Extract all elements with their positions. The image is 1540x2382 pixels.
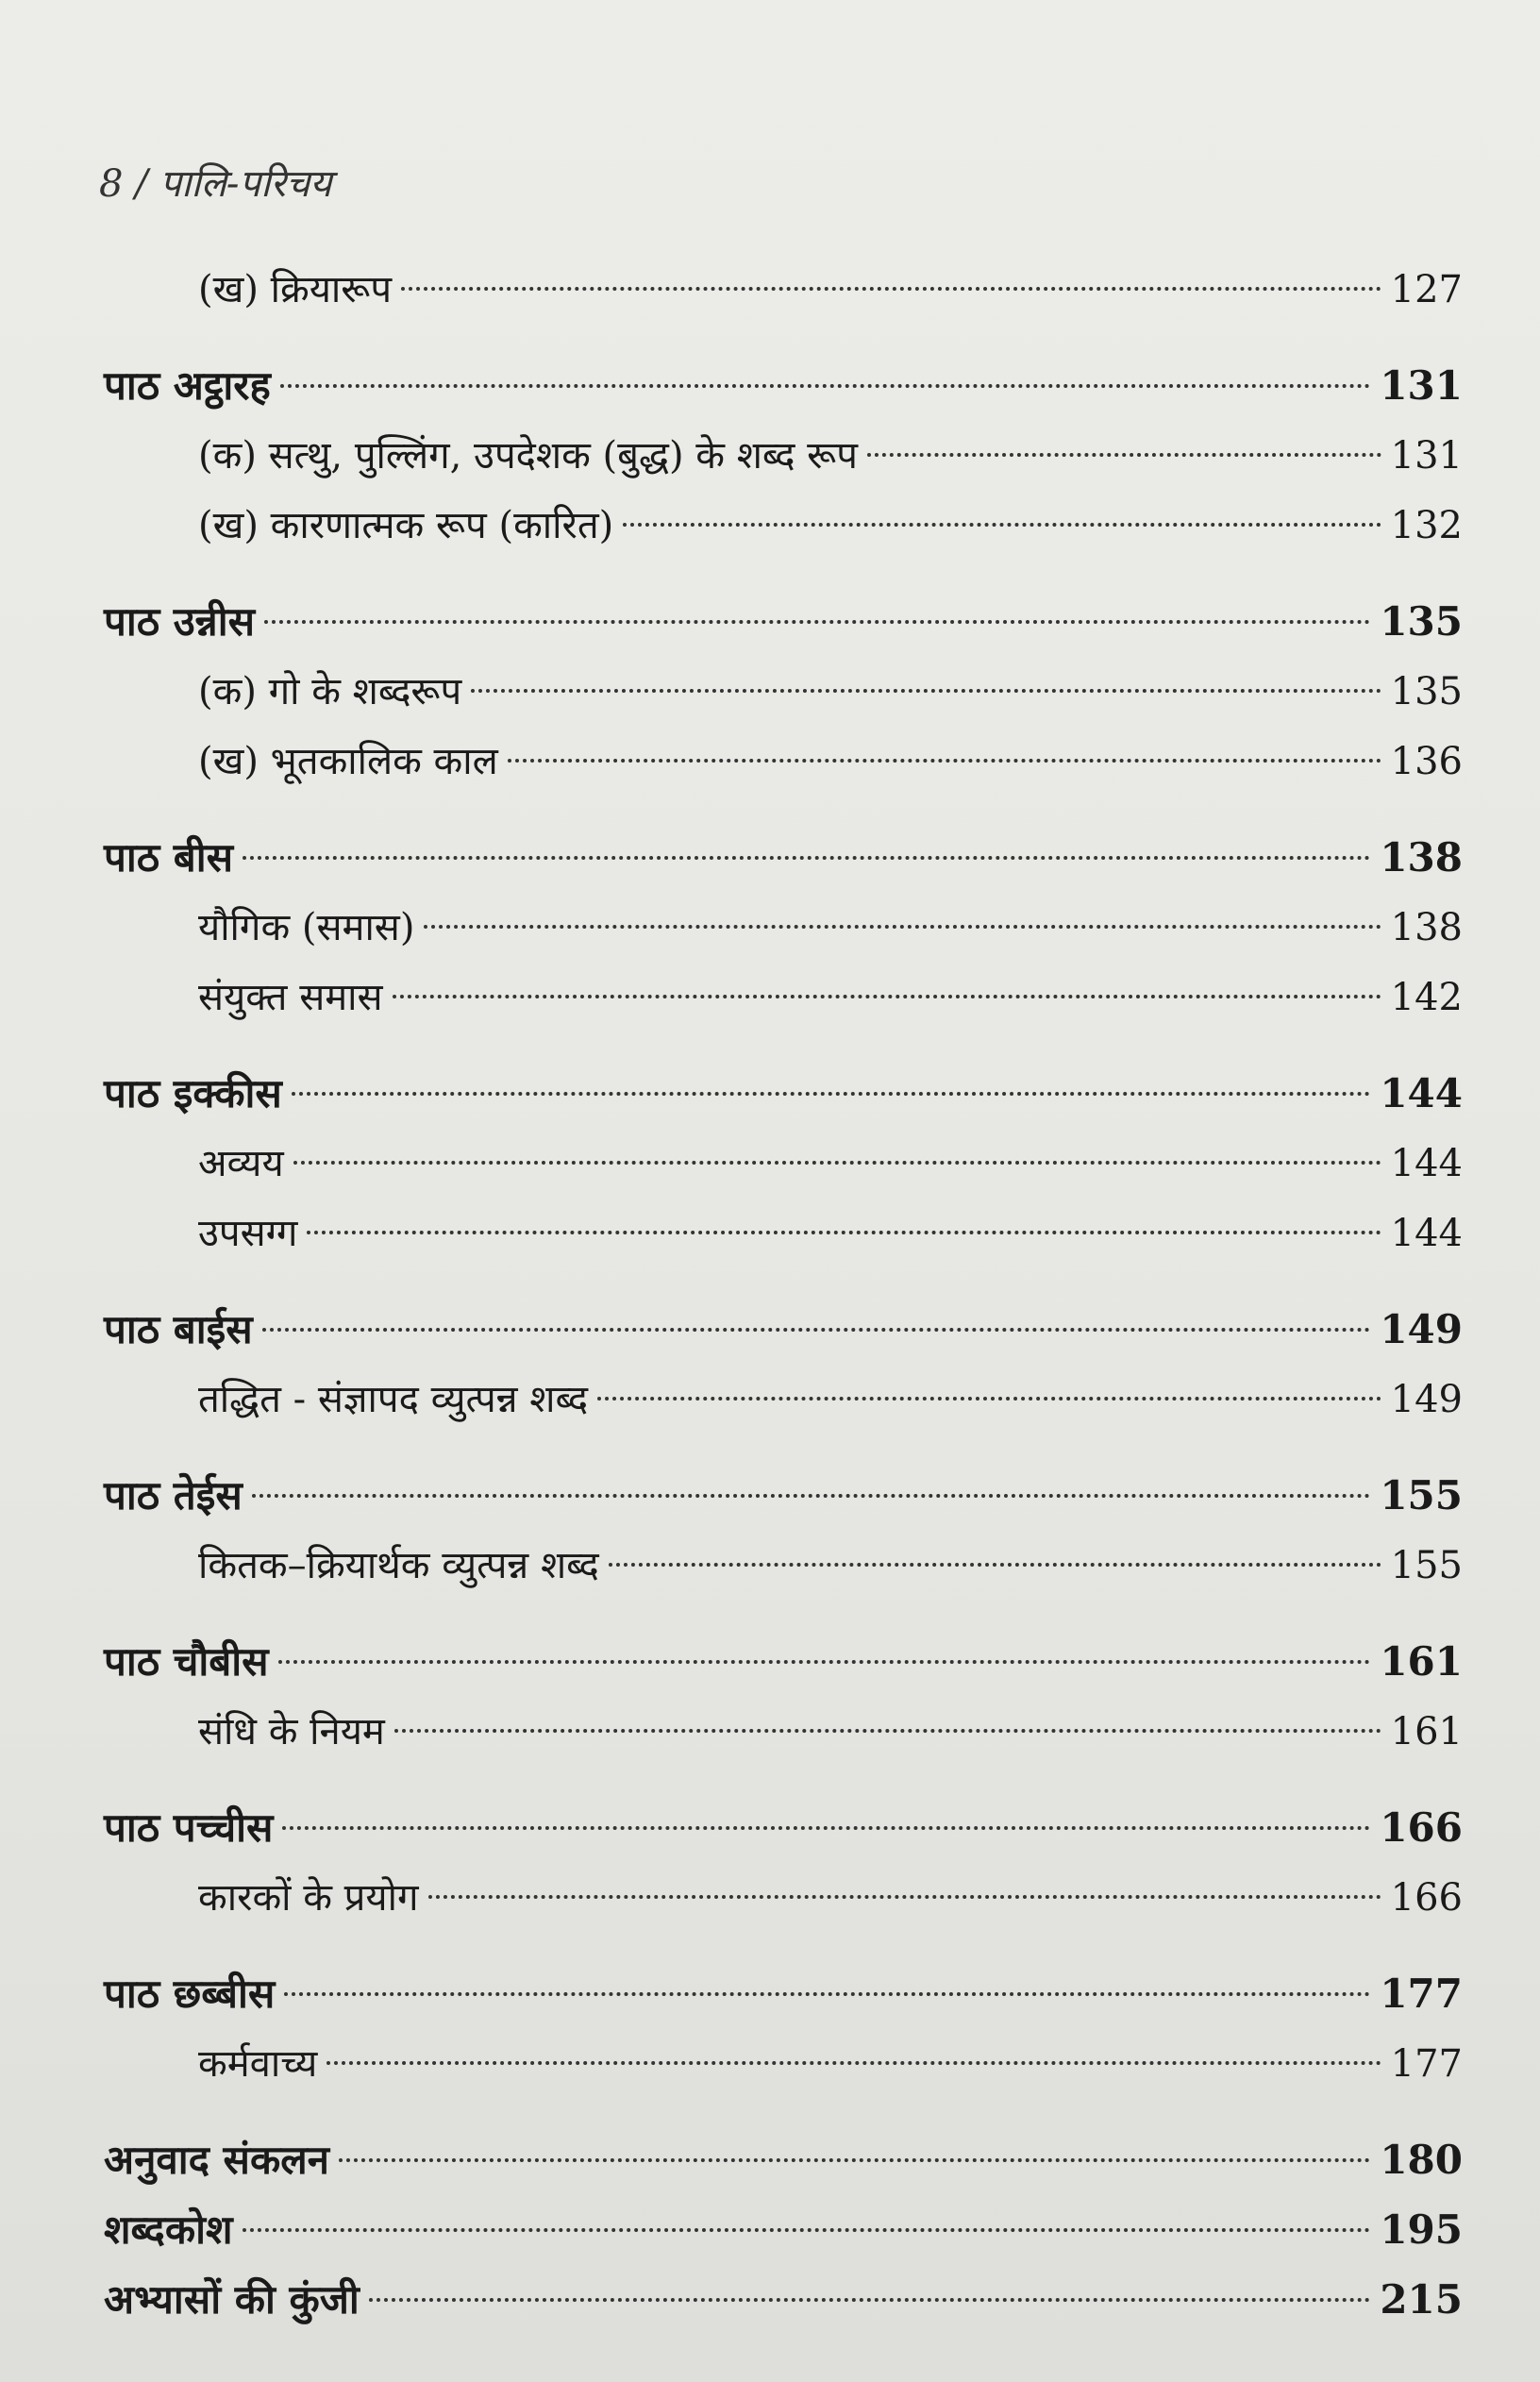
dot-leader bbox=[282, 1826, 1370, 1830]
toc-entry-title: (ख) क्रियारूप bbox=[198, 268, 393, 311]
toc-subentry bbox=[104, 893, 1463, 963]
toc-entry-title: उपसग्ग bbox=[198, 1212, 298, 1255]
toc-entry-title: अभ्यासों की कुंजी bbox=[104, 2276, 360, 2323]
dot-leader bbox=[243, 856, 1370, 860]
dot-leader bbox=[280, 384, 1371, 388]
toc-entry-title: पाठ छब्बीस bbox=[104, 1971, 276, 2017]
toc-chapter-entry bbox=[104, 2195, 1463, 2265]
toc-page-number: 135 bbox=[1390, 670, 1463, 713]
toc-chapter-entry bbox=[104, 1627, 1463, 1697]
toc-page-number: 131 bbox=[1390, 434, 1463, 478]
toc-page-number: 149 bbox=[1380, 1306, 1463, 1352]
dot-leader bbox=[264, 620, 1370, 624]
toc-page-number: 177 bbox=[1380, 1971, 1463, 2017]
toc-group bbox=[104, 1295, 1463, 1434]
toc-subentry bbox=[104, 491, 1463, 561]
toc-page-number: 155 bbox=[1390, 1544, 1463, 1587]
toc-subentry bbox=[104, 727, 1463, 797]
dot-leader bbox=[508, 759, 1381, 763]
toc-entry-title: पाठ इक्कीस bbox=[104, 1070, 282, 1116]
toc-page-number: 144 bbox=[1380, 1070, 1463, 1116]
toc-chapter-entry bbox=[104, 1461, 1463, 1531]
toc-group bbox=[104, 1959, 1463, 2099]
toc-entry-title: कारकों के प्रयोग bbox=[198, 1876, 419, 1920]
dot-leader bbox=[326, 2061, 1381, 2065]
dot-leader bbox=[307, 1231, 1381, 1234]
dot-leader bbox=[278, 1660, 1371, 1664]
toc-entry-title: (ख) कारणात्मक रूप (कारित) bbox=[198, 504, 614, 547]
toc-chapter-entry bbox=[104, 351, 1463, 421]
dot-leader bbox=[609, 1563, 1381, 1567]
toc-entry-title: (क) सत्थु, पुल्लिंग, उपदेशक (बुद्ध) के शब्द रूप bbox=[198, 434, 858, 478]
toc-page-number: 132 bbox=[1390, 504, 1463, 547]
toc-entry-title: पाठ अट्ठारह bbox=[104, 362, 271, 409]
toc-page-number: 177 bbox=[1390, 2042, 1463, 2086]
toc-group bbox=[104, 823, 1463, 1032]
toc-chapter-entry bbox=[104, 1793, 1463, 1863]
toc-entry-title: पाठ उन्नीस bbox=[104, 598, 255, 645]
toc-entry-title: (क) गो के शब्दरूप bbox=[198, 670, 462, 713]
toc-chapter-entry bbox=[104, 1059, 1463, 1129]
toc-entry-title: यौगिक (समास) bbox=[198, 906, 415, 949]
toc-chapter-entry bbox=[104, 2125, 1463, 2195]
toc-page-number: 166 bbox=[1390, 1876, 1463, 1920]
toc-page-number: 131 bbox=[1380, 362, 1463, 409]
toc-entry-title: संधि के नियम bbox=[198, 1710, 385, 1753]
table-of-contents bbox=[104, 255, 1463, 2361]
toc-subentry bbox=[104, 657, 1463, 727]
dot-leader bbox=[369, 2298, 1371, 2302]
toc-subentry bbox=[104, 1863, 1463, 1933]
toc-entry-title: अव्यय bbox=[198, 1142, 284, 1185]
dot-leader bbox=[424, 925, 1381, 929]
toc-entry-title: (ख) भूतकालिक काल bbox=[198, 740, 498, 783]
toc-page-number: 180 bbox=[1380, 2137, 1463, 2183]
toc-group bbox=[104, 255, 1463, 325]
dot-leader bbox=[293, 1161, 1381, 1165]
toc-page-number: 144 bbox=[1390, 1142, 1463, 1185]
toc-subentry bbox=[104, 963, 1463, 1032]
toc-page-number: 155 bbox=[1380, 1472, 1463, 1518]
dot-leader bbox=[471, 689, 1381, 693]
toc-group bbox=[104, 1627, 1463, 1767]
toc-page-number: 149 bbox=[1390, 1378, 1463, 1421]
toc-entry-title: पाठ बाईस bbox=[104, 1306, 253, 1352]
toc-subentry bbox=[104, 1129, 1463, 1199]
toc-group bbox=[104, 2125, 1463, 2335]
toc-subentry bbox=[104, 1365, 1463, 1434]
toc-page-number: 136 bbox=[1390, 740, 1463, 783]
toc-group bbox=[104, 351, 1463, 561]
toc-chapter-entry bbox=[104, 2265, 1463, 2335]
toc-chapter-entry bbox=[104, 587, 1463, 657]
dot-leader bbox=[597, 1397, 1381, 1401]
dot-leader bbox=[243, 2228, 1371, 2232]
dot-leader bbox=[292, 1092, 1371, 1096]
toc-entry-title: पाठ तेईस bbox=[104, 1472, 243, 1518]
toc-page-number: 142 bbox=[1390, 976, 1463, 1019]
toc-chapter-entry bbox=[104, 1295, 1463, 1365]
toc-entry-title: तद्धित - संज्ञापद व्युत्पन्न शब्द bbox=[198, 1378, 589, 1421]
toc-page-number: 144 bbox=[1390, 1212, 1463, 1255]
toc-page-number: 127 bbox=[1390, 268, 1463, 311]
toc-subentry bbox=[104, 255, 1463, 325]
toc-entry-title: संयुक्त समास bbox=[198, 976, 383, 1019]
toc-page-number: 161 bbox=[1390, 1710, 1463, 1753]
dot-leader bbox=[401, 287, 1381, 291]
toc-group bbox=[104, 1461, 1463, 1601]
toc-group bbox=[104, 1059, 1463, 1268]
toc-page-number: 138 bbox=[1380, 834, 1463, 881]
toc-subentry bbox=[104, 2029, 1463, 2099]
toc-page-number: 161 bbox=[1380, 1638, 1463, 1685]
toc-entry-title: पाठ चौबीस bbox=[104, 1638, 269, 1685]
toc-entry-title: कितक–क्रियार्थक व्युत्पन्न शब्द bbox=[198, 1544, 599, 1587]
toc-page-number: 215 bbox=[1380, 2276, 1463, 2323]
dot-leader bbox=[252, 1494, 1371, 1498]
dot-leader bbox=[262, 1328, 1371, 1332]
toc-page-number: 135 bbox=[1380, 598, 1463, 645]
toc-page-number: 195 bbox=[1380, 2206, 1463, 2253]
toc-group bbox=[104, 1793, 1463, 1933]
toc-entry-title: पाठ पच्चीस bbox=[104, 1804, 274, 1851]
dot-leader bbox=[393, 995, 1381, 998]
toc-entry-title: अनुवाद संकलन bbox=[104, 2137, 329, 2183]
toc-group bbox=[104, 587, 1463, 797]
dot-leader bbox=[394, 1729, 1381, 1733]
toc-page-number: 138 bbox=[1390, 906, 1463, 949]
running-header: 8 / पालि-परिचय bbox=[99, 162, 332, 206]
toc-subentry bbox=[104, 1697, 1463, 1767]
toc-chapter-entry bbox=[104, 1959, 1463, 2029]
dot-leader bbox=[623, 523, 1381, 527]
toc-entry-title: पाठ बीस bbox=[104, 834, 234, 881]
toc-entry-title: कर्मवाच्य bbox=[198, 2042, 318, 2086]
toc-chapter-entry bbox=[104, 823, 1463, 893]
dot-leader bbox=[867, 453, 1381, 457]
dot-leader bbox=[339, 2158, 1370, 2162]
toc-subentry bbox=[104, 421, 1463, 491]
toc-subentry bbox=[104, 1531, 1463, 1601]
toc-page-number: 166 bbox=[1380, 1804, 1463, 1851]
toc-entry-title: शब्दकोश bbox=[104, 2206, 233, 2253]
dot-leader bbox=[428, 1895, 1381, 1899]
toc-subentry bbox=[104, 1199, 1463, 1268]
dot-leader bbox=[284, 1992, 1370, 1996]
